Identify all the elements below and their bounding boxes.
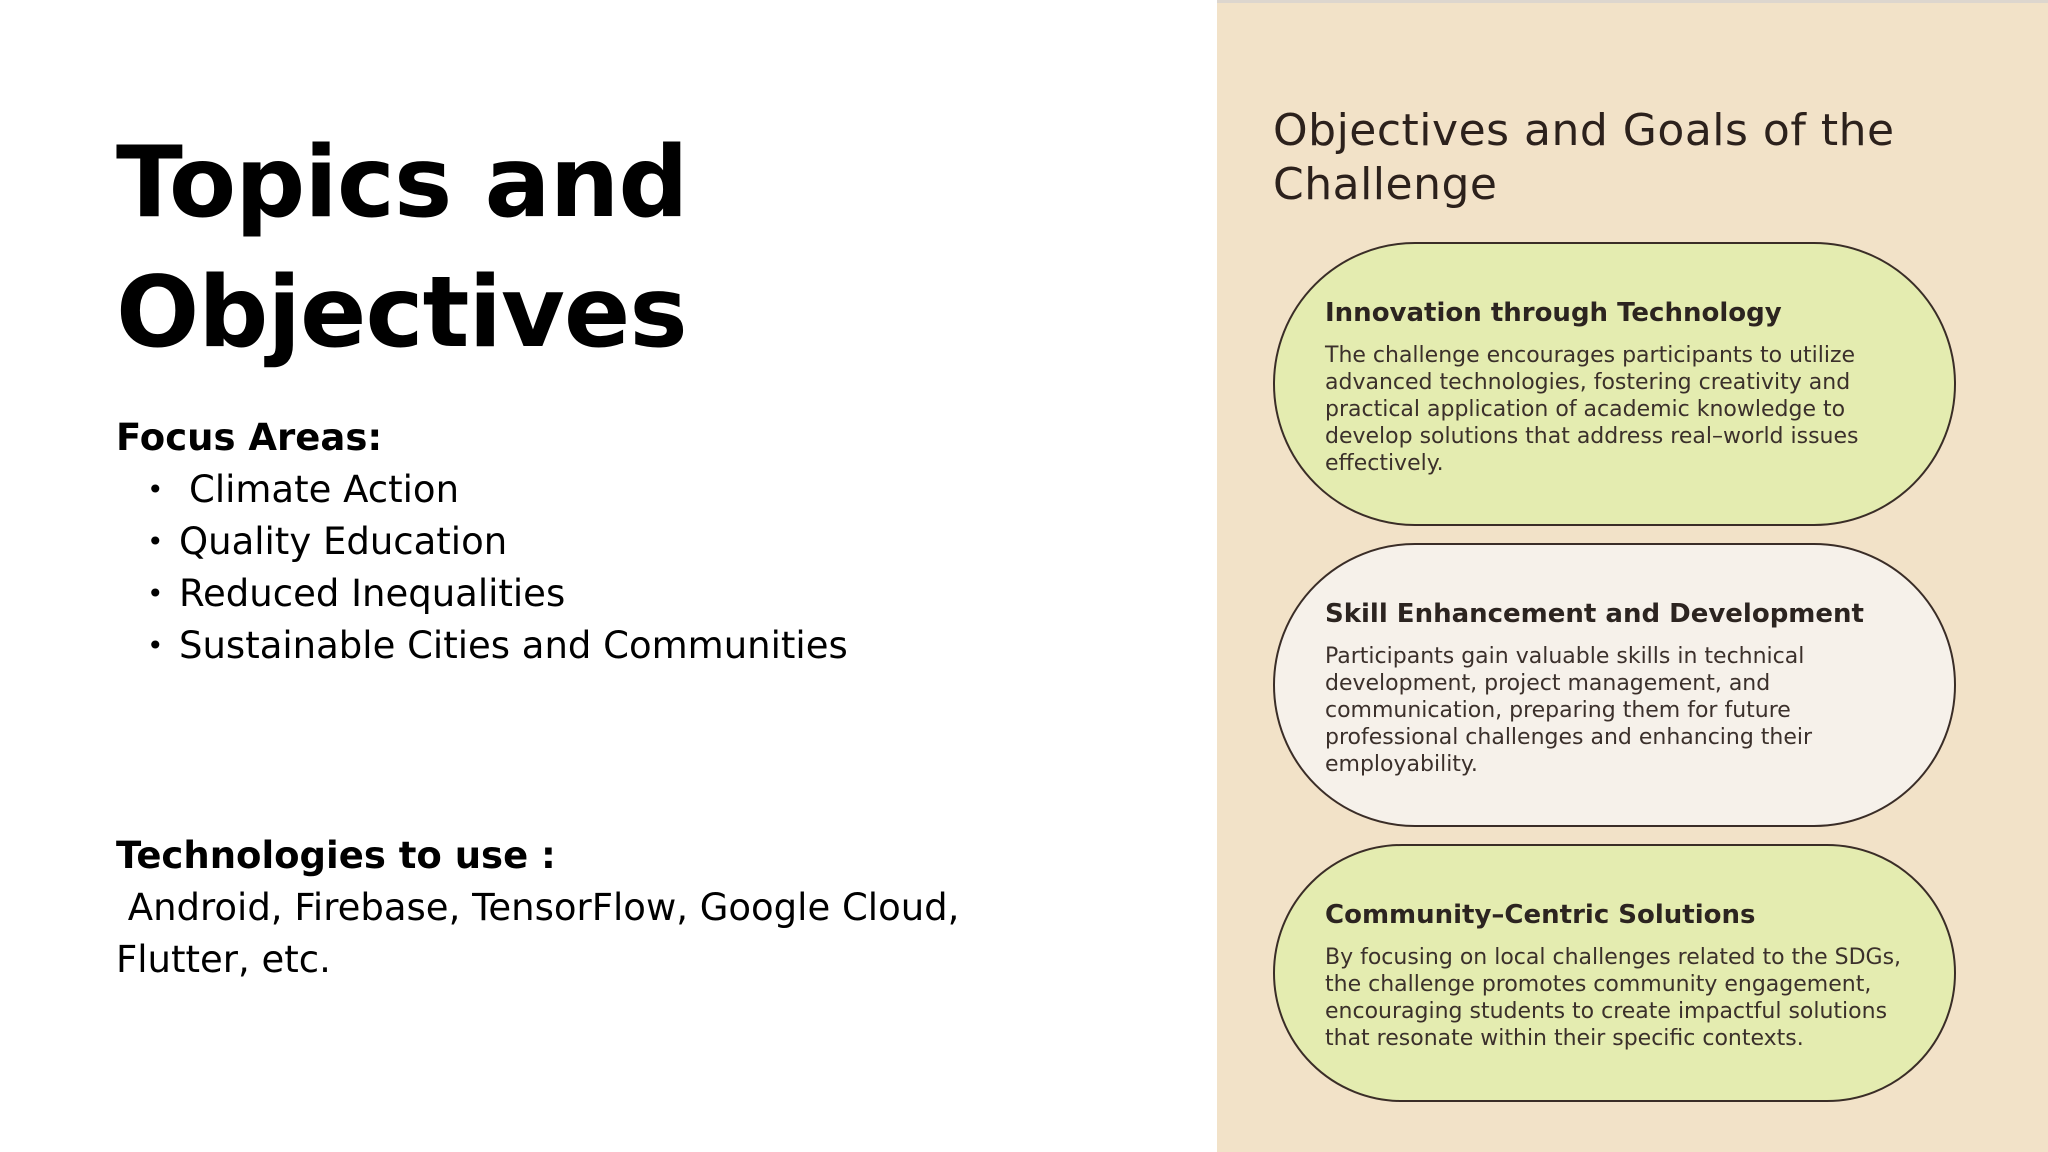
card-body-line: the challenge promotes community engagement, <box>1325 972 1872 997</box>
card-body <box>1325 944 1914 1052</box>
technologies-line: Flutter, etc. <box>116 938 331 981</box>
bullet-icon: • <box>147 577 164 610</box>
list-item <box>116 620 848 672</box>
bullet-icon: • <box>147 629 164 662</box>
list-item-label: Quality Education <box>179 520 508 563</box>
page-title-line: Objectives <box>116 256 687 370</box>
objectives-panel <box>1217 0 2048 1152</box>
objective-card-skills <box>1273 543 1956 827</box>
page-title <box>116 118 1016 378</box>
list-item <box>116 516 848 568</box>
objective-card-innovation <box>1273 242 1956 526</box>
card-body-line: By focusing on local challenges related to the SDGs, <box>1325 945 1902 970</box>
focus-areas-list <box>116 464 848 672</box>
card-body-line: practical application of academic knowledge to <box>1325 397 1846 422</box>
card-body-line: employability. <box>1325 752 1478 777</box>
list-item <box>116 464 848 516</box>
panel-title <box>1273 104 1913 212</box>
card-body-line: Participants gain valuable skills in technical <box>1325 644 1805 669</box>
technologies-heading: Technologies to use : <box>116 834 556 877</box>
list-item-label: Sustainable Cities and Communities <box>179 624 848 667</box>
card-body-line: The challenge encourages participants to utilize <box>1325 343 1856 368</box>
card-body-line: that resonate within their specific contexts. <box>1325 1026 1804 1051</box>
card-body-line: develop solutions that address real–world issues <box>1325 424 1859 449</box>
card-body-line: professional challenges and enhancing their <box>1325 725 1813 750</box>
card-body <box>1325 643 1914 778</box>
list-item-label: Climate Action <box>189 468 460 511</box>
panel-top-border <box>1217 0 2048 3</box>
card-body-line: advanced technologies, fostering creativity and <box>1325 370 1851 395</box>
card-heading: Skill Enhancement and Development <box>1325 599 1864 629</box>
list-item-label: Reduced Inequalities <box>179 572 566 615</box>
objective-card-community <box>1273 844 1956 1102</box>
page-title-line: Topics and <box>116 126 688 240</box>
technologies-line: Android, Firebase, TensorFlow, Google Cloud, <box>116 886 960 929</box>
bullet-icon: • <box>147 525 164 558</box>
panel-title-line: Challenge <box>1273 159 1498 210</box>
card-heading: Innovation through Technology <box>1325 298 1782 328</box>
list-item <box>116 568 848 620</box>
card-body-line: encouraging students to create impactful solutions <box>1325 999 1888 1024</box>
card-body-line: development, project management, and <box>1325 671 1771 696</box>
card-body <box>1325 342 1914 477</box>
card-body-line: effectively. <box>1325 451 1444 476</box>
focus-areas-heading: Focus Areas: <box>116 416 383 459</box>
bullet-icon: • <box>147 473 164 506</box>
technologies-text <box>116 882 976 986</box>
card-body-line: communication, preparing them for future <box>1325 698 1791 723</box>
card-heading: Community–Centric Solutions <box>1325 900 1756 930</box>
panel-title-line: Objectives and Goals of the <box>1273 105 1895 156</box>
